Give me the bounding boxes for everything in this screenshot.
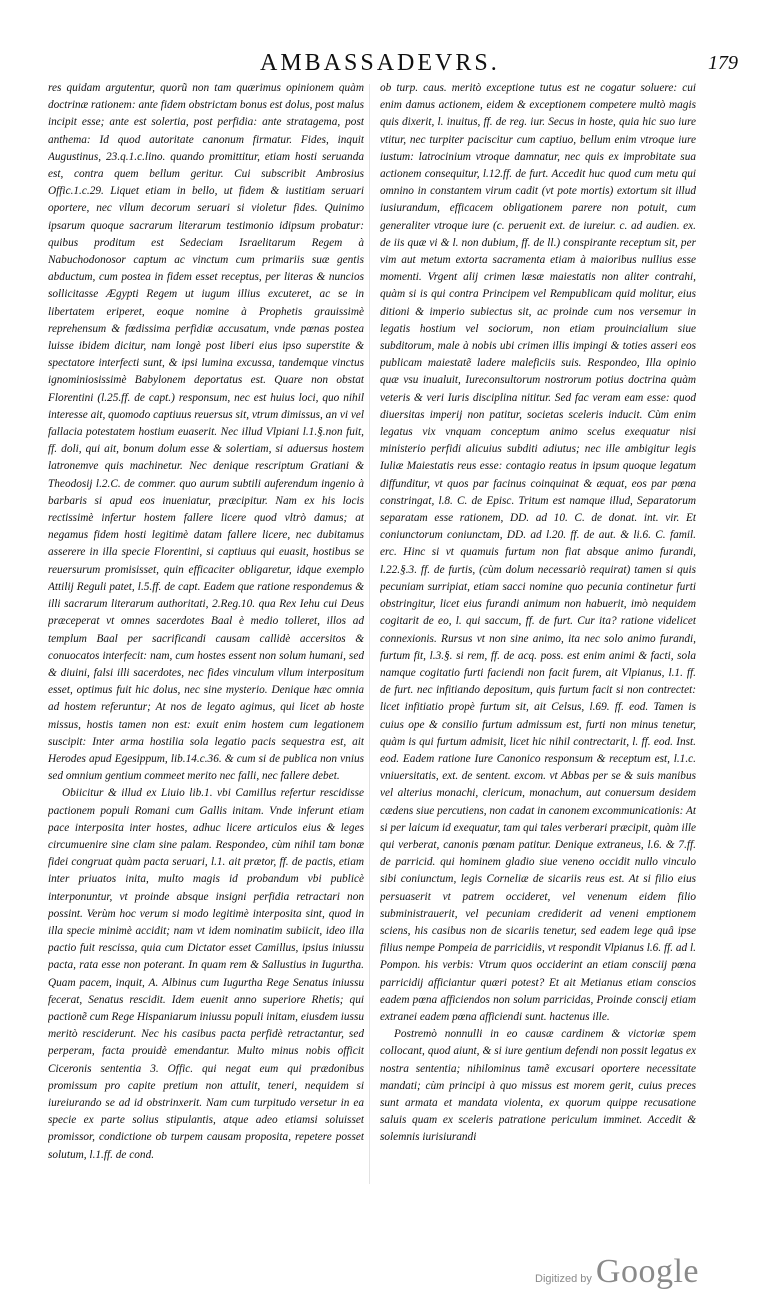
left-column — [48, 80, 364, 1195]
digitized-watermark — [535, 1253, 699, 1291]
paragraph: Obiicitur & illud ex Liuio lib.1. vbi Camillus refertur rescidisse pactionem populi Romani cum Gallis initam. Vnde inferunt etiam pace interposita inter hostes, adhuc licere articulos eius & leges circumuenire sine clam sine palam. Respondeo, cùm nihil tam bonæ fidei congruat quàm pacta seruari, l.1. ait prætor, ff. de pactis, etiam inter priuatos inita, multo magis id probandum vbi publicè interponuntur, vt proinde absque insigni perfidia retractari non possint. Verùm hoc verum si modo legitimè interposita sint, quod in illa specie minimè accidit; nam vt idem nominatim subiicit, ideo illa pactio fuit rescissa, quia cum Dictator esset Camillus, ipsius iniussu pacta, rata esse non poterant. In quam rem & Sallustius in Iugurtha. Quam pacem, inquit, A. Albinus cum Iugurtha Rege Senatus iniussu fecerat, Senatus rescidit. Idem euenit anno superiore Rhetis; qui pactionẽ cum Rege Hispaniarum iniussu populi initam, eiusdem iussu meritò resciderunt. Nec his casibus pacta perfidè retractantur, sed perperam, facta prouidè emendantur. Multo minus nobis officit Ciceronis sententia 3. Offic. qui negat eum qui prædonibus promissum pro capite pretium non attulit, teneri, nequidem si iureiurando se ad id obstrinxerit. Nam cum turpitudo versetur in ea specie ex parte solius stipulantis, atque adeo etiamsi soluisset promissor, condictione ob turpem causam proposita, repetere posset solutum, l.1.ff. de cond. — [48, 787, 364, 1161]
page-header — [30, 50, 750, 78]
watermark-label: Digitized by — [535, 1273, 592, 1285]
right-column — [380, 80, 696, 1195]
paragraph: res quidam argutentur, quorũ non tam quærimus opinionem quàm doctrinæ rationem: ante fidem obstrictam bonus est dolus, post malus incipit esse; ante est solertia, post perfidia: ante stratagema, post anthema: Id quod autoritate canonum firmatur. Fides, inquit Augustinus, 23.q.1.c.lino. quando promittitur, etiam hosti seruanda est, contra quem bellum geritur. Cui subscribit Ambrosius Offic.1.c.29. Liquet etiam in bello, ut fidem & iustitiam seruari oportere, nec vllum decorum seruari si violetur fides. Quinimo ipsarum quoque sacrarum literarum testimonio idipsum probatur: quibus proditum est Sedeciam Israelitarum Regem à Nabuchodonosor captum ac vinctum cum primariis suæ gentis abductum, cum postea in fidem esset receptus, per literas & nuncios sollicitasse Ægypti Regem ut iugum illius excuteret, ac se in libertatem eriperet, eoque nomine à Prophetis grauissimè reprehensum & fœdissima perfidiæ accusatum, vnde pœnas postea luisse ibidem dicitur, nam longè post liberi eius ipso superstite & spectatore interfecti sunt, & ipsi lumina excussa, tandemque vinctus ignominiosissimè Babylonem deportatus est. Quare non obstat Florentini (l.25.ff. de capt.) responsum, nec est huius loci, quo nihil interesse ait, quomodo captiuus reuersus sit, vtrum dimissus, an vi vel fallacia potestatem hostium euaserit. Nec illud Vlpiani l.1.§.non fuit, ff. doli, qui ait, bonum dolum esse & solertiam, si aduersus hostem latronemve quis machinetur. Nec denique rescriptum Gratiani & Theodosij l.2.C. de commer. quo aurum subtili auferendum ingenio à barbaris si apud eos inueniatur, præcipitur. Nam ex his locis rectissimè infertur hostem fallere licere quod vltrò damus; at negamus fidem hosti legitimè datam fallere licere, nec dubitamus asserere in illa specie Florentini, si captiuus qui euasit, hostibus se reuersurum promisisset, quin efficaciter obligaretur, idque exemplo Attilij Reguli patet, l.5.ff. de capt. Eadem que ratione respondemus & illi sacrarum literarum authoritati, 2.Reg.10. qua Rex Iehu cui Deus præceperat vt omnes sacerdotes Baal è medio tolleret, illos ad templum Baal per sacrificandi causam callidè accersitos & conuocatos interfecit: nam, cum hostes essent non solum humani, sed & diuini, falsi illi sacerdotes, nec fides vinculum vllum interpositum esset, optimus fuit hic dolus, nec sine mysterio. Denique hæc omnia ad hostem referuntur; At nos de legato agimus, qui licet ab hoste missus, hostis tamen non est: exuit enim hostem cum legationem suscipit: Inter arma hostilia sola legatio pacis sequestra est, ait Herodes apud Egesippum, lib.14.c.36. & cum si de publica non vnius sed omnium gentium commeet merito nec falli, nec fallere debet. — [48, 82, 364, 783]
paragraph: Postremò nonnulli in eo causæ cardinem & victoriæ spem collocant, quod aiunt, & si iure gentium defendi non possit legatus ex nostra sententia; nihilominus tamẽ excusari oportere necessitate mandati; cùm principi à quo missus est morem gerit, cuius preces sunt armata et mandata violenta, ex quorum quippe recusatione saluis quam ex sceleris patratione periculum imminet. Accedit & solemnis iurisiurandi — [380, 1028, 696, 1144]
column-gutter — [369, 84, 370, 1184]
page-number: 179 — [708, 52, 738, 74]
paragraph: ob turp. caus. meritò exceptione tutus est ne cogatur soluere: cui enim damus actionem, eidem & exceptionem competere multò magis quis dixerit, l. inuitus, ff. de reg. iur. Secus in hoste, quia hic suo iure vtitur, nec turpiter paciscitur cum captiuo, bellum enim vtroque iure iustum: latrocinium vtroque damnatur, nec quis ex improbitate sua actionem consequitur, l.12.ff. de furt. Accedit huc quod cum metu qui omnino in constantem virum cadit (vt pote mortis) extortum sit illud iusiurandum, efficacem obligationem parere non potuit, cum generaliter vtroque iure (c. peruenit ext. de iureiur. c. ad audien. ex. de iis quæ vi & l. non dubium, ff. de ll.) conspirante receptum sit, per vim aut metum extorta sacramenta etiam à maioribus nullius esse momenti. Vrgent alij crimen læsæ maiestatis non aliter contrahi, quàm si is qui contra Principem vel Rempublicam quid molitur, eius ditioni & imperio subiectus sit, ac proinde cum nos versemur in legatis hostium vel sociorum, non etiam prouincialium siue subditorum, male à nobis ubi crimen illis impingi & toties asseri eos publicam maiestatẽ ladere maleficiis suis. Respondeo, Illa opinio quæ vsu inualuit, Iureconsultorum nostrorum potius doctrina quàm veteris & veri Iuris disciplina nititur. Sed fac veram eam esse: quod diuersitas imperij non patitur, societas sceleris inducit. Cùm enim legatus vix vnquam conceptum animo scelus exequatur nisi ministerio perfidi alicuius subditi adiutus; nec ille ambigitur legis Iuliæ Maiestatis reus esse: contagio reatus in ipsum quoque legatum diffunditur, vt quos par facinus coinquinat & æquat, eos par pœna constringat, l.8. C. de Episc. Tritum est namque illud, Separatorum separatam esse rationem, DD. ad 10. C. de donat. int. vir. Et coniunctorum coniunctam, DD. ad l.20. ff. de aut. & li.6. C. famil. erc. Hinc si vt quamuis furtum non fiat absque animo furandi, l.22.§.3. ff. de furtis, (cùm dolum necessariò requirat) tamen si quis pecuniam surripiat, etiam sacci nomine quo pecunia continetur furti obstringitur, licet eius furandi animum non habuerit, imò nequidem cogitarit de eo, l. qui saccum, ff. de furt. Cur ita? ratione videlicet connexionis. Rursus vt non sine animo, ita nec solo animo furandi, furtum fit, l.3.§. si rem, ff. de acq. poss. est enim animi & facti, sola namque cogitatio furti faciendi non facit furem, ait Vlpianus, l.1. ff. de furt. nec infitiando depositum, quis furtum facit si non contrectet: licet infitiatio propè furtum sit, ait Celsus, l.69. ff. eod. Tamen is cuius ope & consilio furtum admissum est, furti non minus tenetur, quàm is qui furtum admisit, licet hic nihil contrectarit, l. ff. eod. Inst. eod. Eadem ratione Iure Canonico responsum & receptum est, l.1.c. vniuersitatis, ext. de sentent. excom. vt Abbas per se & suis manibus vel alterius monachi, clericum, monachum, aut conuersum desidem cædens siue percutiens, non cadat in canonem excommunicationis: At si per laicum id exequatur, tam qui tales verberari præcipit, quàm ille qui verberat, canonis pœnam patitur. Denique extraneus, l.6. & 7.ff. de parricid. qui hominem gladio siue veneno occidit nullo vinculo sibi coniunctum, legis Corneliæ de sicariis reus est. At si filio eius persuaserit vt patrem occideret, vel venenum eidem filio subministrauerit, vel pecuniam crediderit ad veneni emptionem sciens, his casibus non de sicariis tenetur, sed eadem lege quâ ipse filius nempe Pompeia de parricidiis, vt respondit Vlpianus l.6. ff. ad l. Pompon. his verbis: Vtrum quos occiderint an etiam consciij pœna parricidij afficiantur quæri potest? Et ait Metianus etiam conscios eadem pœna afficiendos non solum parricidas, Proinde conscij etiam extranei eadem pœna afficiendi sunt. hactenus ille. — [380, 82, 696, 1023]
google-logo: Google — [595, 1253, 699, 1290]
running-head: AMBASSADEVRS. — [260, 50, 500, 76]
